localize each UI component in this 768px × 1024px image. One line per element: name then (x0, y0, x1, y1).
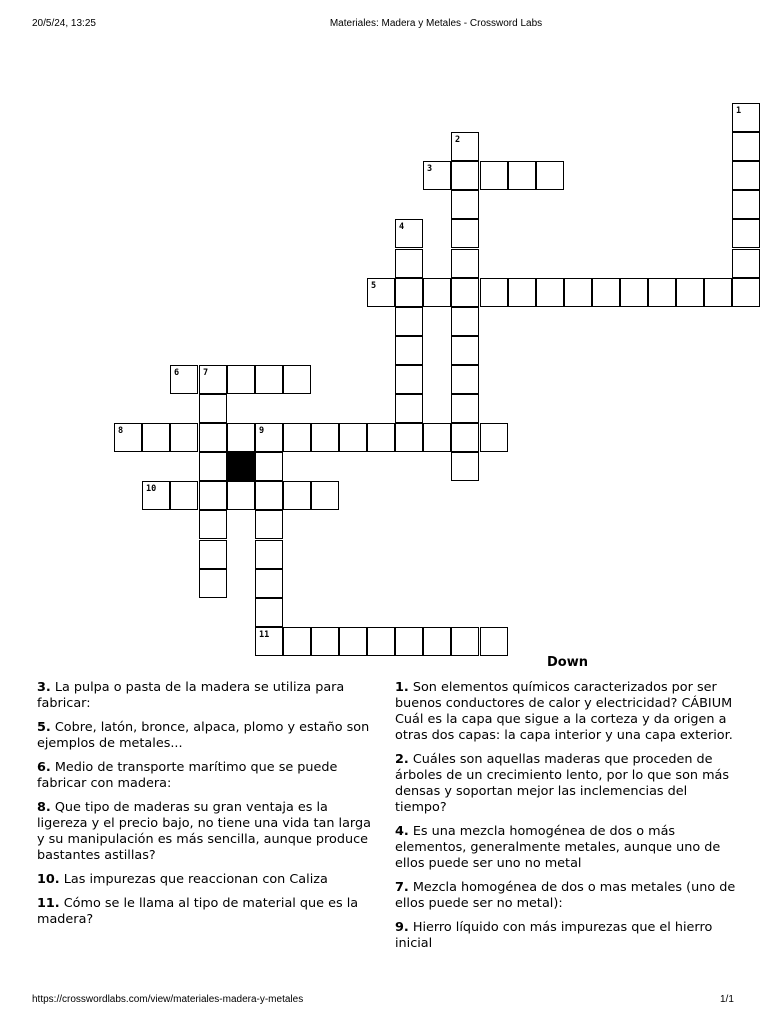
grid-cell[interactable] (451, 307, 479, 336)
grid-cell[interactable] (311, 481, 339, 510)
grid-cell[interactable] (199, 423, 227, 452)
grid-cell[interactable] (480, 627, 508, 656)
grid-cell[interactable] (283, 423, 311, 452)
grid-cell[interactable] (480, 161, 508, 190)
clue-across-10: 10. Las impurezas que reaccionan con Caliza (37, 872, 328, 887)
clue-number: 8 (118, 426, 124, 436)
grid-cell[interactable] (339, 423, 367, 452)
grid-cell[interactable] (199, 569, 227, 598)
clue-number: 2 (455, 135, 461, 145)
grid-cell[interactable] (451, 394, 479, 423)
grid-cell[interactable] (676, 278, 704, 307)
grid-cell[interactable] (255, 423, 283, 452)
grid-black-cell (227, 452, 255, 481)
grid-cell[interactable] (732, 161, 760, 190)
grid-cell[interactable] (311, 627, 339, 656)
grid-cell[interactable] (451, 161, 479, 190)
grid-cell[interactable] (536, 278, 564, 307)
grid-cell[interactable] (648, 278, 676, 307)
grid-cell[interactable] (199, 510, 227, 539)
grid-cell[interactable] (451, 452, 479, 481)
grid-cell[interactable] (732, 103, 760, 132)
grid-cell[interactable] (255, 481, 283, 510)
grid-cell[interactable] (255, 452, 283, 481)
grid-cell[interactable] (170, 423, 198, 452)
grid-cell[interactable] (227, 481, 255, 510)
grid-cell[interactable] (367, 423, 395, 452)
grid-cell[interactable] (199, 481, 227, 510)
clue-number: 7 (203, 368, 209, 378)
grid-cell[interactable] (395, 423, 423, 452)
grid-cell[interactable] (423, 627, 451, 656)
grid-cell[interactable] (451, 278, 479, 307)
grid-cell[interactable] (536, 161, 564, 190)
across-title (37, 655, 382, 671)
grid-cell[interactable] (255, 627, 283, 656)
grid-cell[interactable] (395, 278, 423, 307)
clue-down-7: 7. Mezcla homogénea de dos o mas metales (uno de ellos puede ser no metal): (395, 880, 736, 911)
across-clues (37, 655, 382, 936)
grid-cell[interactable] (170, 365, 198, 394)
grid-cell[interactable] (423, 423, 451, 452)
print-page-number: 1/1 (720, 994, 734, 1005)
grid-cell[interactable] (395, 627, 423, 656)
grid-cell[interactable] (423, 161, 451, 190)
grid-cell[interactable] (732, 190, 760, 219)
grid-cell[interactable] (592, 278, 620, 307)
clue-number: 3 (427, 164, 433, 174)
grid-cell[interactable] (283, 627, 311, 656)
clue-number: 4 (399, 222, 405, 232)
clue-number: 6 (174, 368, 180, 378)
grid-cell[interactable] (311, 423, 339, 452)
clue-down-9: 9. Hierro líquido con más impurezas que el hierro inicial (395, 920, 713, 951)
grid-cell[interactable] (451, 423, 479, 452)
grid-cell[interactable] (732, 278, 760, 307)
grid-cell[interactable] (704, 278, 732, 307)
grid-cell[interactable] (451, 190, 479, 219)
grid-cell[interactable] (395, 249, 423, 278)
grid-cell[interactable] (199, 394, 227, 423)
grid-cell[interactable] (255, 569, 283, 598)
grid-cell[interactable] (508, 278, 536, 307)
clue-down-4: 4. Es una mezcla homogénea de dos o más elementos, generalmente metales, aunque uno de ellos puede ser uno no metal (395, 824, 721, 871)
clue-number: 1 (736, 106, 742, 116)
clue-number: 5 (371, 281, 377, 291)
grid-cell[interactable] (142, 481, 170, 510)
grid-cell[interactable] (620, 278, 648, 307)
grid-cell[interactable] (142, 423, 170, 452)
clue-number: 11 (259, 630, 270, 640)
grid-cell[interactable] (199, 452, 227, 481)
grid-cell[interactable] (395, 394, 423, 423)
grid-cell[interactable] (451, 627, 479, 656)
grid-cell[interactable] (339, 627, 367, 656)
grid-cell[interactable] (367, 278, 395, 307)
grid-cell[interactable] (395, 365, 423, 394)
grid-cell[interactable] (395, 336, 423, 365)
clue-across-5: 5. Cobre, latón, bronce, alpaca, plomo y estaño son ejemplos de metales... (37, 720, 370, 751)
grid-cell[interactable] (564, 278, 592, 307)
clue-across-3: 3. La pulpa o pasta de la madera se utiliza para fabricar: (37, 680, 345, 711)
grid-cell[interactable] (423, 278, 451, 307)
grid-cell[interactable] (114, 423, 142, 452)
grid-cell[interactable] (451, 132, 479, 161)
down-clues (395, 655, 740, 960)
print-url: https://crosswordlabs.com/view/materiales-madera-y-metales (32, 994, 304, 1005)
grid-cell[interactable] (451, 365, 479, 394)
clue-number: 10 (146, 484, 157, 494)
clue-down-2: 2. Cuáles son aquellas maderas que proceden de árboles de un crecimiento lento, por lo que son más densas y soportan mejor las inclemencias del tiempo? (395, 752, 730, 815)
grid-cell[interactable] (395, 307, 423, 336)
grid-cell[interactable] (227, 423, 255, 452)
grid-cell[interactable] (395, 219, 423, 248)
grid-cell[interactable] (283, 481, 311, 510)
grid-cell[interactable] (199, 365, 227, 394)
grid-cell[interactable] (255, 365, 283, 394)
grid-cell[interactable] (451, 336, 479, 365)
clue-down-1: 1. Son elementos químicos caracterizados por ser buenos conductores de calor y electricidad? CÁBIUM Cuál es la capa que sigue a la corteza y da origen a otras dos capas: la capa interior y una capa exterior. (395, 680, 733, 743)
grid-cell[interactable] (451, 219, 479, 248)
grid-cell[interactable] (732, 249, 760, 278)
grid-cell[interactable] (283, 365, 311, 394)
print-page-title: Materiales: Madera y Metales - Crossword Labs (329, 18, 543, 29)
down-title: Down (547, 655, 588, 670)
grid-cell[interactable] (367, 627, 395, 656)
clue-across-6: 6. Medio de transporte marítimo que se puede fabricar con madera: (37, 760, 338, 791)
grid-cell[interactable] (255, 510, 283, 539)
clue-number: 9 (259, 426, 265, 436)
grid-cell[interactable] (451, 249, 479, 278)
grid-cell[interactable] (255, 540, 283, 569)
grid-cell[interactable] (199, 540, 227, 569)
grid-cell[interactable] (508, 161, 536, 190)
clue-across-8: 8. Que tipo de maderas su gran ventaja es la ligereza y el precio bajo, no tiene una vida tan larga y su manipulación es más sencilla, aunque produce bastantes astillas? (37, 800, 371, 863)
grid-cell[interactable] (170, 481, 198, 510)
grid-cell[interactable] (255, 598, 283, 627)
clue-across-11: 11. Cómo se le llama al tipo de material que es la madera? (37, 896, 359, 927)
grid-cell[interactable] (227, 365, 255, 394)
grid-cell[interactable] (732, 219, 760, 248)
grid-cell[interactable] (480, 423, 508, 452)
grid-cell[interactable] (732, 132, 760, 161)
grid-cell[interactable] (480, 278, 508, 307)
print-datetime: 20/5/24, 13:25 (32, 18, 96, 29)
